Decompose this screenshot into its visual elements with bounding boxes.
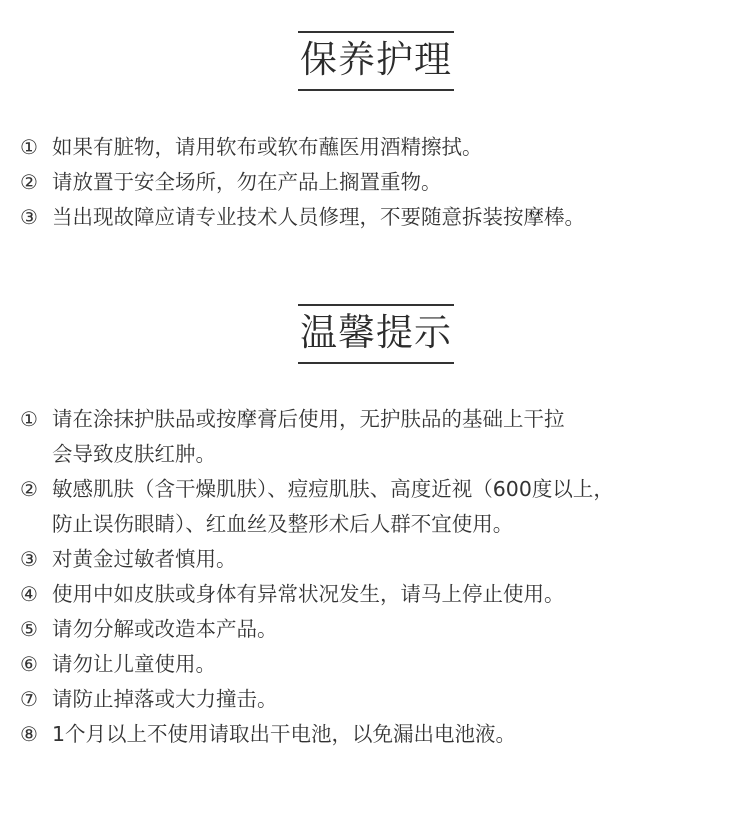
item-number: ⑤ (20, 617, 38, 641)
list-item (20, 402, 742, 472)
list-item (20, 472, 742, 542)
list-item (20, 717, 742, 752)
list-item (20, 612, 742, 647)
care-section-title: 保养护理 (298, 31, 454, 91)
item-number: ② (20, 477, 38, 501)
list-item (20, 130, 742, 165)
item-text: 请放置于安全场所，勿在产品上搁置重物。 (52, 170, 442, 194)
item-text: 请防止掉落或大力撞击。 (52, 687, 278, 711)
item-number: ③ (20, 205, 38, 229)
item-text: 请在涂抹护肤品或按摩膏后使用，无护肤品的基础上干拉 会导致皮肤红肿。 (52, 407, 565, 466)
item-text: 对黄金过敏者慎用。 (52, 547, 237, 571)
item-number: ⑧ (20, 722, 38, 746)
list-item (20, 200, 742, 235)
item-number: ③ (20, 547, 38, 571)
item-number: ④ (20, 582, 38, 606)
item-text: 如果有脏物，请用软布或软布蘸医用酒精擦拭。 (52, 135, 483, 159)
item-text: 当出现故障应请专业技术人员修理，不要随意拆装按摩棒。 (52, 205, 585, 229)
item-number: ⑥ (20, 652, 38, 676)
list-item (20, 682, 742, 717)
care-list (20, 130, 742, 235)
list-item (20, 542, 742, 577)
list-item (20, 647, 742, 682)
item-number: ⑦ (20, 687, 38, 711)
list-item (20, 577, 742, 612)
item-text: 敏感肌肤（含干燥肌肤）、痘痘肌肤、高度近视（600度以上， 防止误伤眼睛）、红血丝及整形术后人群不宜使用。 (52, 477, 614, 536)
item-text: 请勿让儿童使用。 (52, 652, 216, 676)
item-number: ① (20, 135, 38, 159)
item-text: 使用中如皮肤或身体有异常状况发生，请马上停止使用。 (52, 582, 565, 606)
item-text: 1个月以上不使用请取出干电池，以免漏出电池液。 (52, 722, 517, 746)
tips-list (20, 402, 742, 752)
item-text: 请勿分解或改造本产品。 (52, 617, 278, 641)
tips-section-title: 温馨提示 (298, 304, 454, 364)
item-number: ① (20, 407, 38, 431)
list-item (20, 165, 742, 200)
item-number: ② (20, 170, 38, 194)
